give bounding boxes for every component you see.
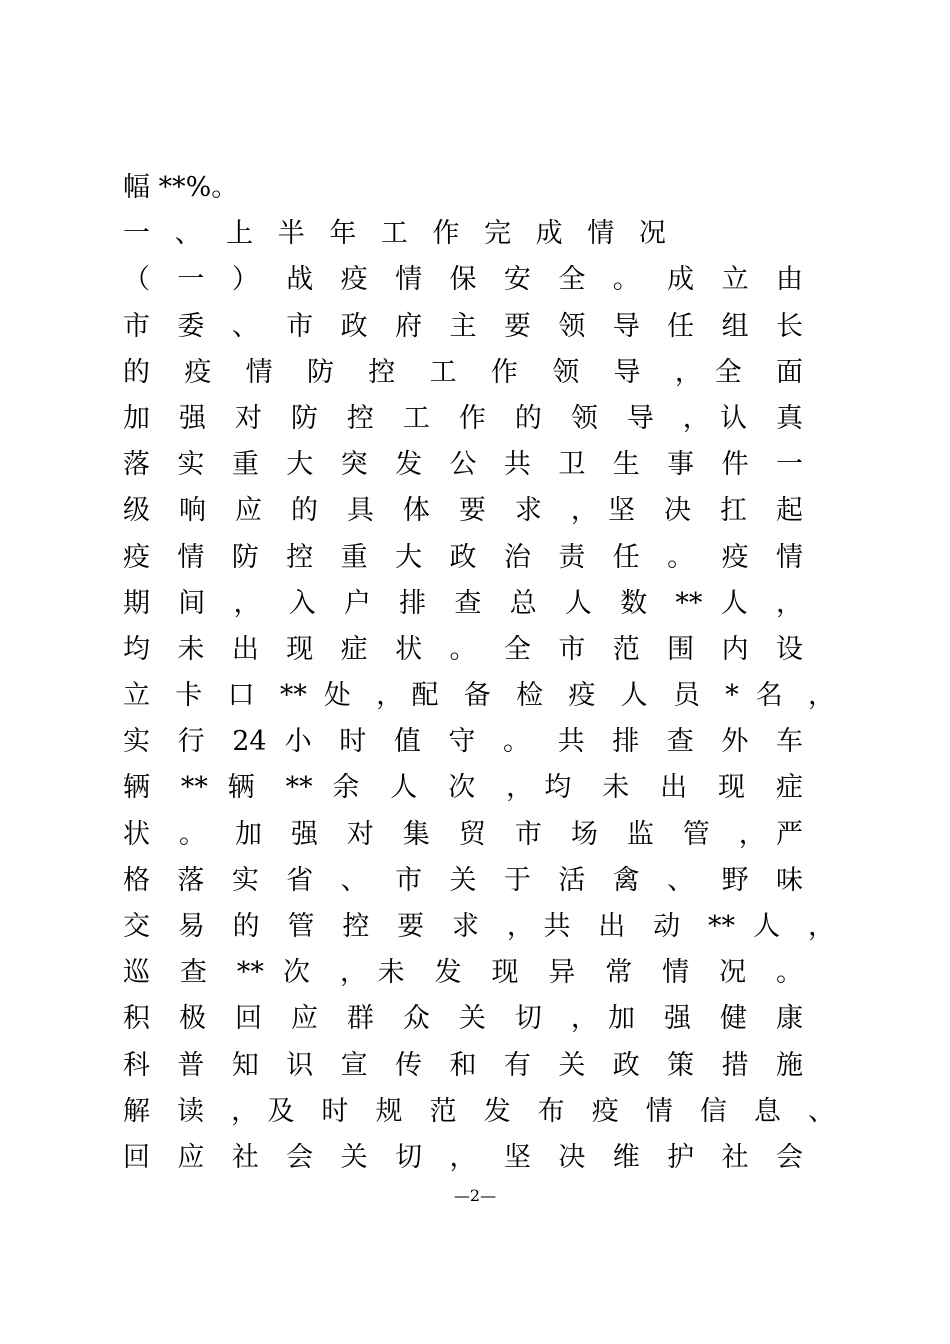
text-line: 解 读 ，及 时 规 范 发 布 疫 情 信 息 、 — [123, 1095, 835, 1127]
text-line: 市 委 、 市 政 府 主 要 领 导 任 组 长 — [123, 310, 803, 342]
text-line: 格 落 实 省 、 市 关 于 活 禽 、 野 味 — [123, 864, 803, 896]
text-line: 立 卡 口 ** 处 ，配 备 检 疫 人 员 * 名 ， — [123, 680, 835, 712]
text-line: 的 疫 情 防 控 工 作 领 导 ，全 面 — [123, 356, 803, 388]
text-line: 幅 **%。 — [123, 172, 239, 203]
text-line: （ 一 ） 战 疫 情 保 安 全 。 成 立 由 — [123, 264, 803, 296]
text-line: 科 普 知 识 宣 传 和 有 关 政 策 措 施 — [123, 1049, 803, 1081]
section-heading: 一 、 上 半 年 工 作 完 成 情 况 — [123, 218, 674, 250]
text-line: 巡 查 ** 次 ，未 发 现 异 常 情 况 。 — [123, 957, 803, 989]
text-line: 均 未 出 现 症 状 。 全 市 范 围 内 设 — [123, 633, 803, 665]
text-line: 辆 ** 辆 ** 余 人 次 ，均 未 出 现 症 — [123, 772, 803, 804]
text-line: 实 行 24 小 时 值 守 。 共 排 查 外 车 — [123, 726, 803, 758]
text-line: 期 间 ， 入 户 排 查 总 人 数 ** 人 ， — [123, 587, 803, 619]
text-line: 疫 情 防 控 重 大 政 治 责 任 。 疫 情 — [123, 541, 803, 573]
body-text — [123, 165, 843, 1181]
text-line: 加 强 对 防 控 工 作 的 领 导 ，认 真 — [123, 402, 803, 434]
text-line: 交 易 的 管 控 要 求 ，共 出 动 ** 人 ， — [123, 911, 835, 942]
text-line: 级 响 应 的 具 体 要 求 ，坚 决 扛 起 — [123, 495, 803, 527]
text-line: 回 应 社 会 关 切 ， 坚 决 维 护 社 会 — [123, 1141, 803, 1173]
text-line: 积 极 回 应 群 众 关 切 ，加 强 健 康 — [123, 1003, 803, 1035]
text-line: 状 。 加 强 对 集 贸 市 场 监 管 ，严 — [123, 818, 803, 850]
text-line: 落 实 重 大 突 发 公 共 卫 生 事 件 一 — [123, 449, 803, 481]
page-number: —2— — [453, 1186, 497, 1205]
